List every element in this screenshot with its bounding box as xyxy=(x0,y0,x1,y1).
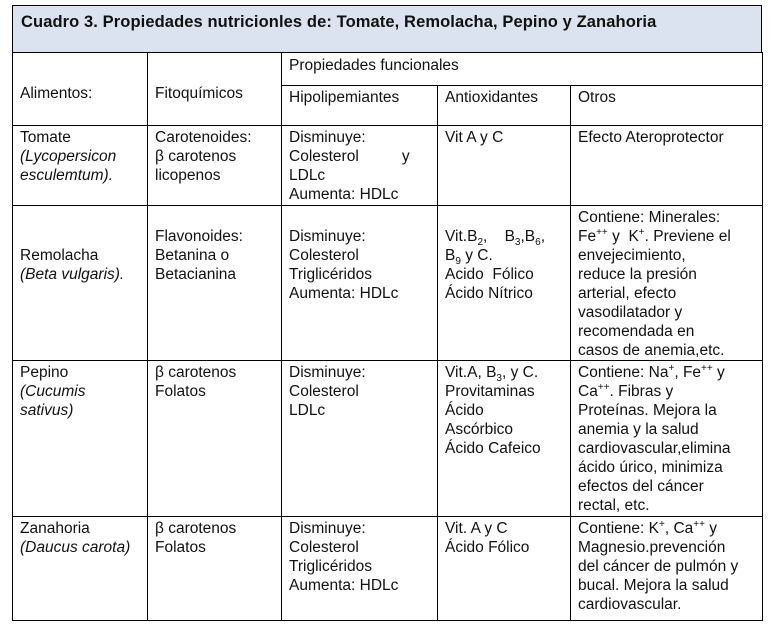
hipo-line: Disminuye: xyxy=(289,129,366,146)
hipo-line: Triglicéridos xyxy=(289,558,372,575)
header-hipolipemiantes: Hipolipemiantes xyxy=(282,86,438,126)
nutrition-table-figure xyxy=(12,5,762,621)
fito-line: Folatos xyxy=(155,383,206,400)
table-row xyxy=(13,361,763,517)
hipo-line: Aumenta: HDLc xyxy=(289,285,399,302)
hipo-line: Aumenta: HDLc xyxy=(289,577,399,594)
otros-cell xyxy=(571,206,763,361)
nutrition-table xyxy=(12,52,763,621)
food-cell xyxy=(13,517,148,621)
otros-text: Contiene: K+, Ca++ y Magnesio.prevención del cáncer de pulmón y bucal. Mejora la salud cardiovascular. xyxy=(578,518,739,613)
anti-line: Ácido Cafeico xyxy=(445,440,541,457)
fito-line: Folatos xyxy=(155,539,206,556)
hipo-line: Colesterol xyxy=(289,247,359,264)
food-scientific-name: (Cucumis sativus) xyxy=(20,383,86,419)
otros-cell: Efecto Ateroprotector xyxy=(571,126,763,206)
fitoquimicos-cell xyxy=(148,517,282,621)
otros-line: Contiene: Minerales: xyxy=(578,209,721,226)
table-row xyxy=(13,206,763,361)
otros-cell xyxy=(571,361,763,517)
fitoquimicos-cell xyxy=(148,206,282,361)
anti-line: $Vit.B_2$, $B_3,B_6$, xyxy=(445,228,545,249)
anti-line: Provitaminas xyxy=(445,383,535,400)
hipolipemiantes-cell xyxy=(282,361,438,517)
hipo-line: LDLc xyxy=(289,402,326,419)
table-caption: Cuadro 3. Propiedades nutricionles de: Tomate, Remolacha, Pepino y Zanahoria xyxy=(12,5,762,52)
hipo-line: Aumenta: HDLc xyxy=(289,186,399,203)
anti-line: Acido Fólico xyxy=(445,266,534,283)
fitoquimicos-cell xyxy=(148,361,282,517)
hipo-line: Triglicéridos xyxy=(289,266,372,283)
fito-line: β carotenos xyxy=(155,364,237,381)
fito-line: Betanina o xyxy=(155,247,230,264)
hipo-line: Disminuye: xyxy=(289,520,366,537)
table-row xyxy=(13,517,763,621)
header-otros: Otros xyxy=(571,86,763,126)
anti-line: Ácido Fólico xyxy=(445,539,530,556)
otros-text: Contiene: Na+, Fe++ y Ca++. Fibras y Proteínas. Mejora la anemia y la salud cardiovascular,elimina ácido úrico, minimiza efectos del cáncer rectal, etc. xyxy=(578,362,731,514)
hipolipemiantes-cell xyxy=(282,517,438,621)
fitoquimicos-cell xyxy=(148,126,282,206)
anti-line: Ácido xyxy=(445,402,484,419)
otros-line: envejecimiento, reduce la presión arterial, efecto vasodilatador y recomendada en casos de anemia,etc. xyxy=(578,247,725,359)
otros-cell xyxy=(571,517,763,621)
food-name: Zanahoria xyxy=(20,520,90,537)
header-row-group xyxy=(13,53,763,86)
antioxidantes-cell xyxy=(438,517,571,621)
food-scientific-name: (Lycopersicon esculemtum). xyxy=(20,148,117,184)
fito-line: β carotenos xyxy=(155,520,237,537)
fito-line: β carotenos xyxy=(155,148,237,165)
anti-line: Vit. A y C xyxy=(445,520,508,537)
header-antioxidantes: Antioxidantes xyxy=(438,86,571,126)
hipo-line: Colesterol xyxy=(289,539,359,556)
header-fitoquimicos: Fitoquímicos xyxy=(148,53,282,126)
food-cell xyxy=(13,126,148,206)
anti-line: Vit.A, $B_3$, y C. xyxy=(445,364,539,385)
anti-line: $B_9$ y C. xyxy=(445,247,493,268)
otros-line: Fe++ y K+. Previene el xyxy=(578,226,731,245)
hipo-line: LDLc xyxy=(289,167,326,184)
food-cell xyxy=(13,206,148,361)
fito-line: Carotenoides: xyxy=(155,129,252,146)
anti-line: Ascórbico xyxy=(445,421,514,438)
antioxidantes-cell xyxy=(438,206,571,361)
anti-line: Ácido Nítrico xyxy=(445,285,533,302)
hipolipemiantes-cell xyxy=(282,206,438,361)
antioxidantes-cell xyxy=(438,361,571,517)
hipo-line: Colesterol y xyxy=(289,148,410,165)
fito-line: Betacianina xyxy=(155,266,237,283)
hipo-line: Disminuye: xyxy=(289,228,366,245)
hipolipemiantes-cell xyxy=(282,126,438,206)
hipo-line: Disminuye: xyxy=(289,364,366,381)
antioxidantes-cell: Vit A y C xyxy=(438,126,571,206)
hipo-line: Colesterol xyxy=(289,383,359,400)
food-name: Tomate xyxy=(20,129,71,146)
header-propiedades-funcionales: Propiedades funcionales xyxy=(282,53,763,86)
food-scientific-name: (Daucus carota) xyxy=(20,539,131,556)
fito-line: licopenos xyxy=(155,167,221,184)
food-name: Pepino xyxy=(20,364,69,381)
food-cell xyxy=(13,361,148,517)
food-name: Remolacha xyxy=(20,247,99,264)
fito-line: Flavonoides: xyxy=(155,228,243,245)
header-alimentos: Alimentos: xyxy=(13,53,148,126)
food-scientific-name: (Beta vulgaris). xyxy=(20,266,125,283)
table-row xyxy=(13,126,763,206)
